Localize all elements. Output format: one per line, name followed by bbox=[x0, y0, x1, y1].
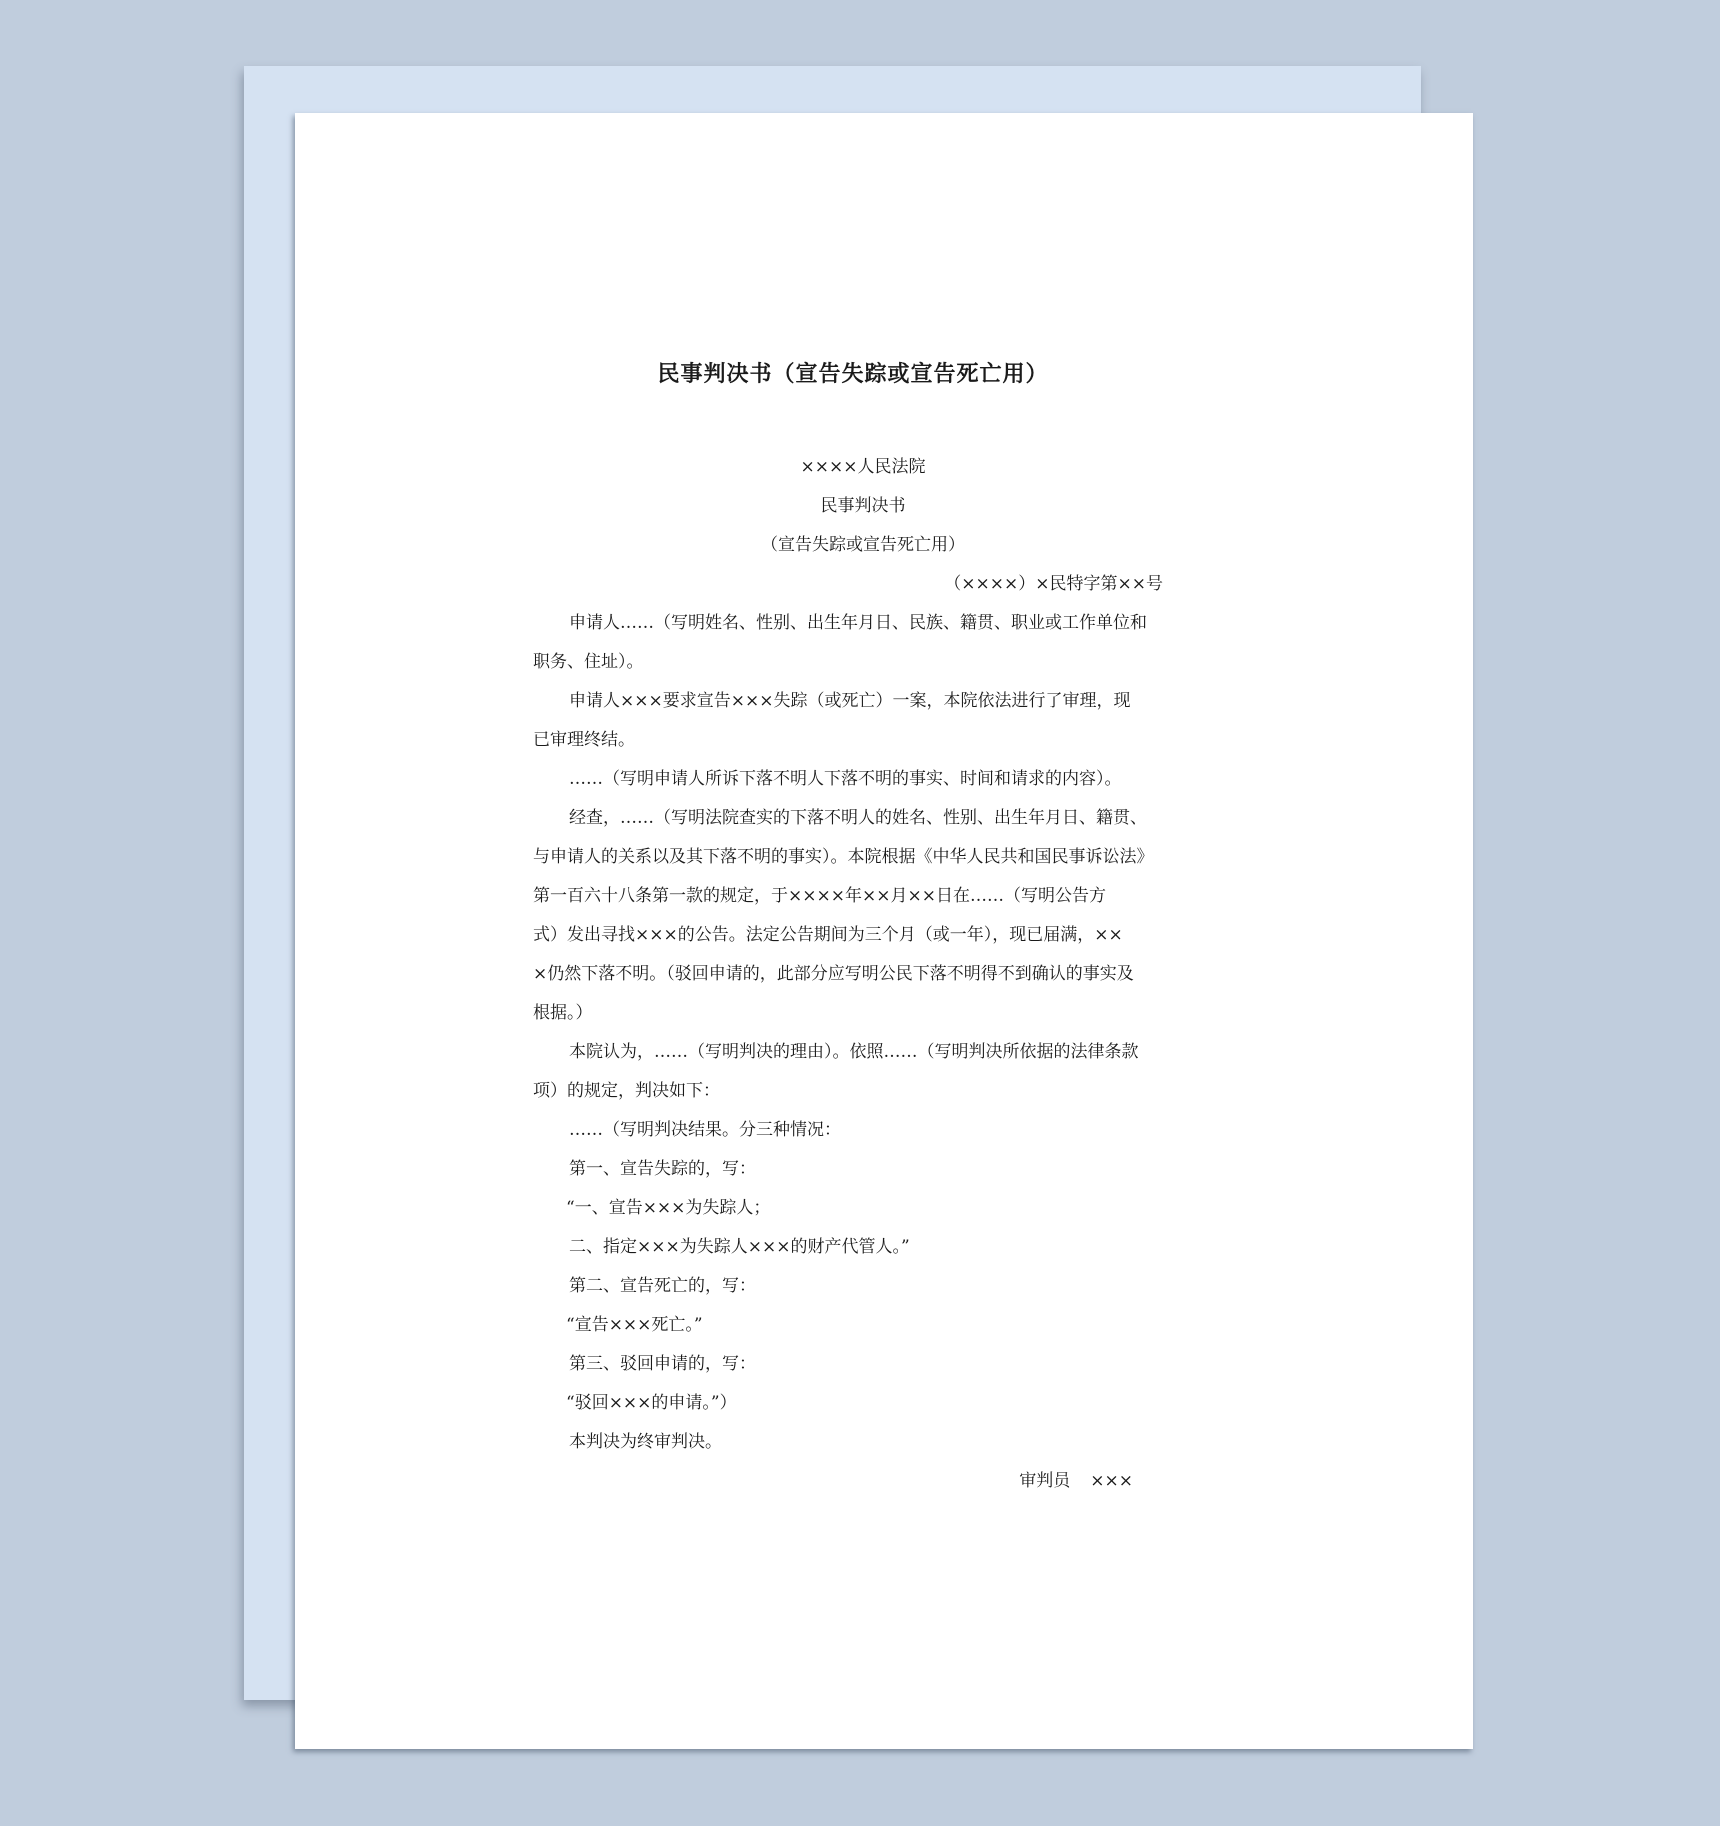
paragraph-line: 第一百六十八条第一款的规定，于××××年××月××日在……（写明公告方 bbox=[533, 886, 1106, 906]
paragraph-line: ×仍然下落不明。（驳回申请的，此部分应写明公民下落不明得不到确认的事实及 bbox=[533, 964, 1134, 984]
paragraph-line: “一、宣告×××为失踪人； bbox=[566, 1198, 771, 1218]
document-subtitle: （宣告失踪或宣告死亡用） bbox=[761, 535, 965, 555]
case-number: （××××）×民特字第××号 bbox=[944, 574, 1163, 594]
document-type: 民事判决书 bbox=[820, 496, 906, 516]
paragraph-line: 二、指定×××为失踪人×××的财产代管人。” bbox=[569, 1237, 910, 1257]
paragraph-line: 申请人……（写明姓名、性别、出生年月日、民族、籍贯、职业或工作单位和 bbox=[569, 613, 1147, 633]
paragraph-line: 本判决为终审判决。 bbox=[569, 1432, 722, 1452]
signature-name: ××× bbox=[1090, 1471, 1133, 1491]
signature-role: 审判员 bbox=[1019, 1471, 1071, 1491]
paragraph-line: 第三、驳回申请的，写： bbox=[569, 1354, 756, 1374]
paragraph-line: 经查，……（写明法院查实的下落不明人的姓名、性别、出生年月日、籍贯、 bbox=[569, 808, 1147, 828]
court-name: ××××人民法院 bbox=[800, 457, 926, 477]
paragraph-line: 第二、宣告死亡的，写： bbox=[569, 1276, 756, 1296]
paragraph-line: ……（写明申请人所诉下落不明人下落不明的事实、时间和请求的内容）。 bbox=[569, 769, 1122, 789]
paragraph-line: 式）发出寻找×××的公告。法定公告期间为三个月（或一年），现已届满，×× bbox=[533, 925, 1123, 945]
paragraph-line: 职务、住址）。 bbox=[533, 652, 644, 672]
paragraph-line: ……（写明判决结果。分三种情况： bbox=[569, 1120, 841, 1140]
paragraph-line: 本院认为，……（写明判决的理由）。依照……（写明判决所依据的法律条款 bbox=[569, 1042, 1139, 1062]
paragraph-line: 申请人×××要求宣告×××失踪（或死亡）一案，本院依法进行了审理，现 bbox=[569, 691, 1131, 711]
signature-line bbox=[533, 1462, 1173, 1501]
paragraph-line: 与申请人的关系以及其下落不明的事实）。本院根据《中华人民共和国民事诉讼法》 bbox=[533, 847, 1154, 867]
paragraph-line: 根据。） bbox=[533, 1003, 593, 1023]
paragraph-line: 已审理终结。 bbox=[533, 730, 635, 750]
paragraph-line: 第一、宣告失踪的，写： bbox=[569, 1159, 756, 1179]
paragraph-line: 项）的规定，判决如下： bbox=[533, 1081, 720, 1101]
document-title: 民事判决书（宣告失踪或宣告死亡用） bbox=[657, 362, 1049, 387]
paragraph-line: “宣告×××死亡。” bbox=[566, 1315, 703, 1335]
paragraph-line: “驳回×××的申请。”） bbox=[566, 1393, 737, 1413]
document-body bbox=[533, 448, 1173, 1501]
document-page bbox=[295, 113, 1473, 1749]
